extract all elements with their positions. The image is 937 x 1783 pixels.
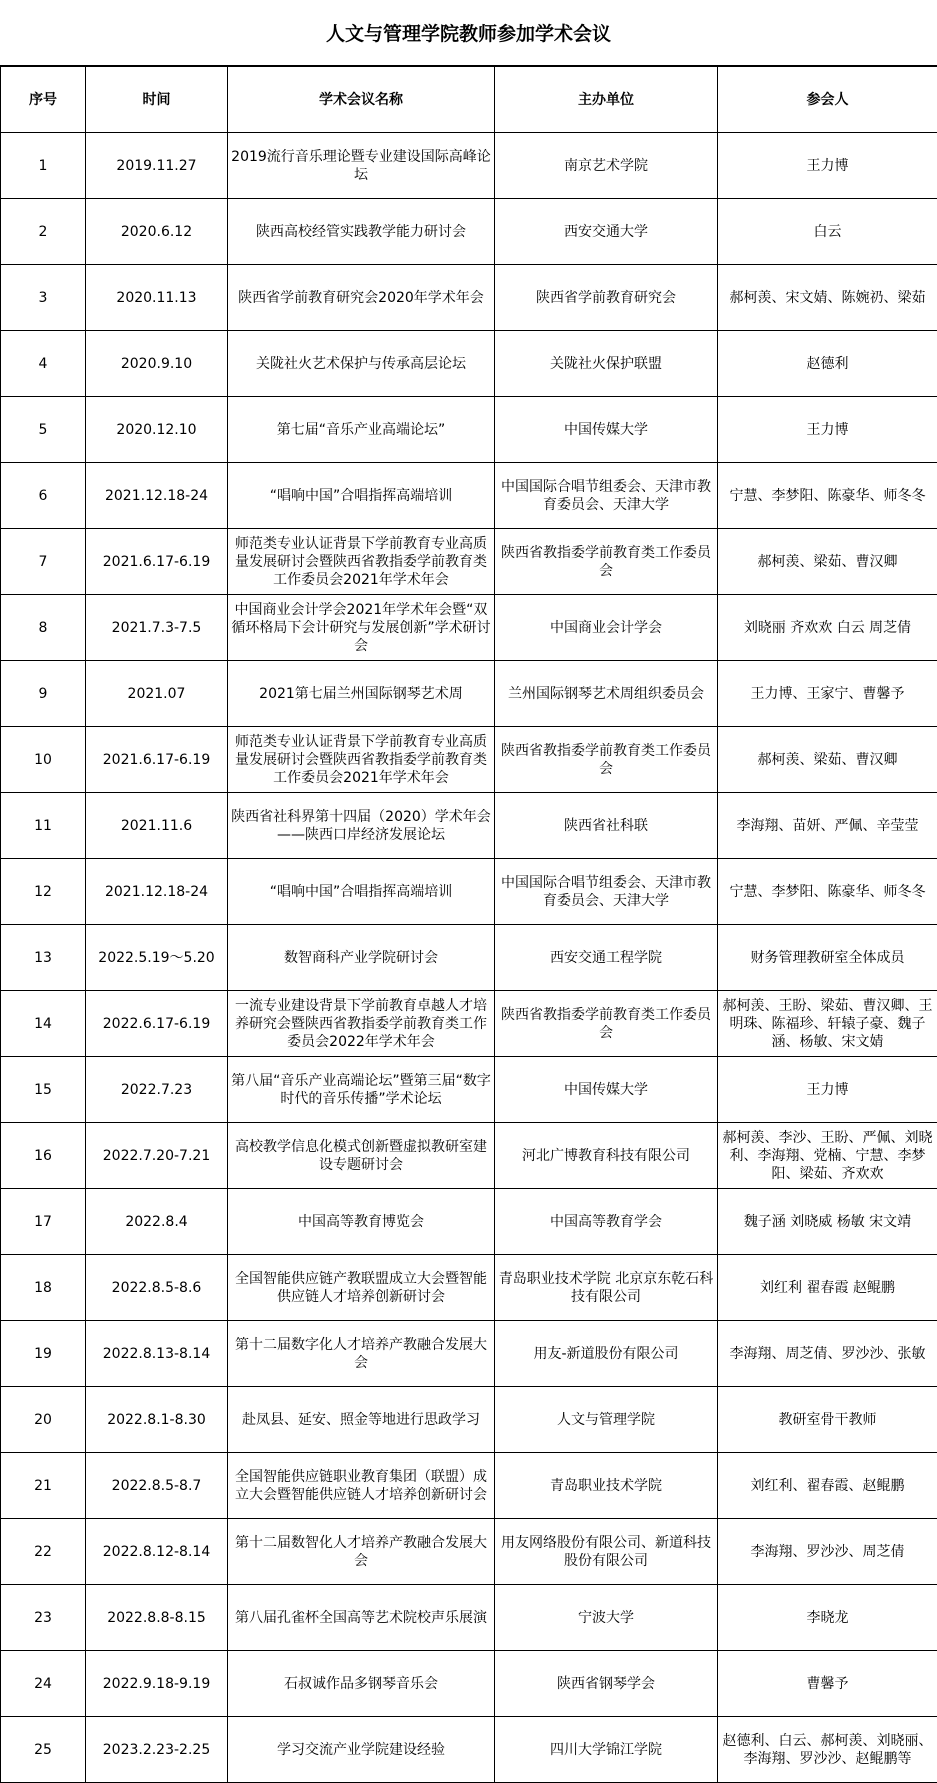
cell-host: 西安交通大学 (495, 199, 718, 265)
cell-date: 2020.6.12 (86, 199, 228, 265)
cell-date: 2022.9.18-9.19 (86, 1651, 228, 1717)
cell-date: 2019.11.27 (86, 133, 228, 199)
cell-host: 中国国际合唱节组委会、天津市教育委员会、天津大学 (495, 463, 718, 529)
table-row (1, 991, 937, 1057)
cell-date: 2022.8.5-8.6 (86, 1255, 228, 1321)
cell-participants: 李海翔、苗妍、严佩、辛莹莹 (718, 793, 937, 859)
cell-participants: 曹馨予 (718, 1651, 937, 1717)
cell-no: 24 (1, 1651, 86, 1717)
cell-host: 南京艺术学院 (495, 133, 718, 199)
cell-no: 9 (1, 661, 86, 727)
cell-date: 2021.6.17-6.19 (86, 727, 228, 793)
cell-conference-name: “唱响中国”合唱指挥高端培训 (228, 859, 495, 925)
table-row (1, 1321, 937, 1387)
cell-participants: 魏子涵 刘晓威 杨敏 宋文靖 (718, 1189, 937, 1255)
cell-date: 2021.07 (86, 661, 228, 727)
cell-conference-name: 第十二届数字化人才培养产教融合发展大会 (228, 1321, 495, 1387)
cell-date: 2021.11.6 (86, 793, 228, 859)
cell-no: 8 (1, 595, 86, 661)
cell-conference-name: 一流专业建设背景下学前教育卓越人才培养研究会暨陕西省教指委学前教育类工作委员会2022年学术年会 (228, 991, 495, 1057)
cell-date: 2022.8.5-8.7 (86, 1453, 228, 1519)
table-row (1, 463, 937, 529)
cell-conference-name: 第七届“音乐产业高端论坛” (228, 397, 495, 463)
cell-participants: 郝柯羡、梁茹、曹汉卿 (718, 529, 937, 595)
cell-host: 陕西省学前教育研究会 (495, 265, 718, 331)
cell-host: 陕西省教指委学前教育类工作委员会 (495, 991, 718, 1057)
cell-date: 2022.7.23 (86, 1057, 228, 1123)
cell-no: 12 (1, 859, 86, 925)
cell-participants: 赵德利、白云、郝柯羡、刘晓丽、李海翔、罗沙沙、赵鲲鹏等 (718, 1717, 937, 1783)
cell-host: 西安交通工程学院 (495, 925, 718, 991)
table-row (1, 925, 937, 991)
cell-no: 14 (1, 991, 86, 1057)
table-row (1, 1387, 937, 1453)
cell-no: 1 (1, 133, 86, 199)
cell-no: 21 (1, 1453, 86, 1519)
cell-date: 2021.12.18-24 (86, 859, 228, 925)
cell-participants: 教研室骨干教师 (718, 1387, 937, 1453)
table-row (1, 793, 937, 859)
table-row (1, 1717, 937, 1783)
cell-participants: 郝柯羡、宋文婧、陈婉礽、梁茹 (718, 265, 937, 331)
cell-no: 3 (1, 265, 86, 331)
cell-no: 4 (1, 331, 86, 397)
cell-no: 15 (1, 1057, 86, 1123)
cell-host: 用友-新道股份有限公司 (495, 1321, 718, 1387)
cell-host: 宁波大学 (495, 1585, 718, 1651)
cell-date: 2020.11.13 (86, 265, 228, 331)
cell-date: 2022.5.19～5.20 (86, 925, 228, 991)
cell-participants: 刘晓丽 齐欢欢 白云 周芝倩 (718, 595, 937, 661)
cell-date: 2020.12.10 (86, 397, 228, 463)
cell-conference-name: 中国高等教育博览会 (228, 1189, 495, 1255)
cell-host: 中国高等教育学会 (495, 1189, 718, 1255)
table-row (1, 661, 937, 727)
cell-no: 13 (1, 925, 86, 991)
cell-participants: 宁慧、李梦阳、陈豪华、师冬冬 (718, 463, 937, 529)
cell-date: 2022.8.12-8.14 (86, 1519, 228, 1585)
cell-conference-name: 第八届“音乐产业高端论坛”暨第三届“数字时代的音乐传播”学术论坛 (228, 1057, 495, 1123)
sheet-title: 人文与管理学院教师参加学术会议 (0, 0, 937, 66)
cell-conference-name: 全国智能供应链产教联盟成立大会暨智能供应链人才培养创新研讨会 (228, 1255, 495, 1321)
table-row (1, 595, 937, 661)
cell-date: 2021.12.18-24 (86, 463, 228, 529)
cell-date: 2021.7.3-7.5 (86, 595, 228, 661)
cell-conference-name: 关陇社火艺术保护与传承高层论坛 (228, 331, 495, 397)
cell-conference-name: 2019流行音乐理论暨专业建设国际高峰论坛 (228, 133, 495, 199)
cell-participants: 李海翔、罗沙沙、周芝倩 (718, 1519, 937, 1585)
cell-host: 中国国际合唱节组委会、天津市教育委员会、天津大学 (495, 859, 718, 925)
cell-conference-name: 第十二届数智化人才培养产教融合发展大会 (228, 1519, 495, 1585)
table-row (1, 331, 937, 397)
cell-participants: 财务管理教研室全体成员 (718, 925, 937, 991)
cell-participants: 刘红利 翟春霞 赵鲲鹏 (718, 1255, 937, 1321)
cell-participants: 李晓龙 (718, 1585, 937, 1651)
cell-no: 22 (1, 1519, 86, 1585)
cell-participants: 郝柯羡、李沙、王盼、严佩、刘晓利、李海翔、党楠、宁慧、李梦阳、梁茹、齐欢欢 (718, 1123, 937, 1189)
table-row (1, 529, 937, 595)
cell-participants: 郝柯羡、王盼、梁茹、曹汉卿、王明珠、陈福珍、轩辕子豪、魏子涵、杨敏、宋文婧 (718, 991, 937, 1057)
table-row (1, 1255, 937, 1321)
cell-participants: 王力博 (718, 133, 937, 199)
cell-host: 中国传媒大学 (495, 397, 718, 463)
cell-host: 兰州国际钢琴艺术周组织委员会 (495, 661, 718, 727)
cell-participants: 王力博 (718, 397, 937, 463)
cell-host: 人文与管理学院 (495, 1387, 718, 1453)
cell-conference-name: 师范类专业认证背景下学前教育专业高质量发展研讨会暨陕西省教指委学前教育类工作委员会2021年学术年会 (228, 727, 495, 793)
cell-conference-name: 陕西省社科界第十四届（2020）学术年会 ——陕西口岸经济发展论坛 (228, 793, 495, 859)
cell-no: 18 (1, 1255, 86, 1321)
header-host: 主办单位 (495, 67, 718, 133)
cell-conference-name: 学习交流产业学院建设经验 (228, 1717, 495, 1783)
cell-conference-name: 高校教学信息化模式创新暨虚拟教研室建设专题研讨会 (228, 1123, 495, 1189)
cell-host: 陕西省钢琴学会 (495, 1651, 718, 1717)
cell-participants: 王力博、王家宁、曹馨予 (718, 661, 937, 727)
header-no: 序号 (1, 67, 86, 133)
cell-host: 中国商业会计学会 (495, 595, 718, 661)
cell-participants: 赵德利 (718, 331, 937, 397)
table-row (1, 265, 937, 331)
table-row (1, 1453, 937, 1519)
cell-no: 5 (1, 397, 86, 463)
cell-no: 25 (1, 1717, 86, 1783)
header-people: 参会人 (718, 67, 937, 133)
cell-date: 2022.6.17-6.19 (86, 991, 228, 1057)
cell-host: 陕西省教指委学前教育类工作委员会 (495, 727, 718, 793)
cell-host: 中国传媒大学 (495, 1057, 718, 1123)
cell-host: 用友网络股份有限公司、新道科技股份有限公司 (495, 1519, 718, 1585)
cell-date: 2023.2.23-2.25 (86, 1717, 228, 1783)
cell-date: 2022.8.13-8.14 (86, 1321, 228, 1387)
cell-no: 19 (1, 1321, 86, 1387)
header-row (1, 67, 937, 133)
cell-participants: 刘红利、翟春霞、赵鲲鹏 (718, 1453, 937, 1519)
cell-participants: 白云 (718, 199, 937, 265)
cell-conference-name: 2021第七届兰州国际钢琴艺术周 (228, 661, 495, 727)
cell-conference-name: 数智商科产业学院研讨会 (228, 925, 495, 991)
cell-host: 青岛职业技术学院 (495, 1453, 718, 1519)
cell-no: 2 (1, 199, 86, 265)
cell-conference-name: 陕西高校经管实践教学能力研讨会 (228, 199, 495, 265)
cell-conference-name: “唱响中国”合唱指挥高端培训 (228, 463, 495, 529)
table-body (1, 133, 937, 1783)
cell-no: 20 (1, 1387, 86, 1453)
header-date: 时间 (86, 67, 228, 133)
cell-date: 2021.6.17-6.19 (86, 529, 228, 595)
table-row (1, 397, 937, 463)
cell-no: 10 (1, 727, 86, 793)
table-row (1, 1189, 937, 1255)
table-row (1, 133, 937, 199)
cell-participants: 李海翔、周芝倩、罗沙沙、张敏 (718, 1321, 937, 1387)
cell-conference-name: 赴凤县、延安、照金等地进行思政学习 (228, 1387, 495, 1453)
cell-no: 23 (1, 1585, 86, 1651)
table-row (1, 1057, 937, 1123)
cell-conference-name: 全国智能供应链职业教育集团（联盟）成立大会暨智能供应链人才培养创新研讨会 (228, 1453, 495, 1519)
cell-conference-name: 中国商业会计学会2021年学术年会暨“双循环格局下会计研究与发展创新”学术研讨会 (228, 595, 495, 661)
cell-host: 河北广博教育科技有限公司 (495, 1123, 718, 1189)
cell-date: 2022.8.1-8.30 (86, 1387, 228, 1453)
header-name: 学术会议名称 (228, 67, 495, 133)
table-row (1, 859, 937, 925)
table-row (1, 727, 937, 793)
cell-no: 16 (1, 1123, 86, 1189)
table-row (1, 1585, 937, 1651)
cell-date: 2022.8.4 (86, 1189, 228, 1255)
cell-host: 关陇社火保护联盟 (495, 331, 718, 397)
cell-host: 青岛职业技术学院 北京京东乾石科技有限公司 (495, 1255, 718, 1321)
table-row (1, 1123, 937, 1189)
cell-no: 17 (1, 1189, 86, 1255)
cell-date: 2020.9.10 (86, 331, 228, 397)
cell-no: 11 (1, 793, 86, 859)
cell-conference-name: 师范类专业认证背景下学前教育专业高质量发展研讨会暨陕西省教指委学前教育类工作委员会2021年学术年会 (228, 529, 495, 595)
conference-table (0, 66, 937, 1783)
cell-no: 7 (1, 529, 86, 595)
cell-conference-name: 第八届孔雀杯全国高等艺术院校声乐展演 (228, 1585, 495, 1651)
cell-host: 陕西省社科联 (495, 793, 718, 859)
cell-conference-name: 陕西省学前教育研究会2020年学术年会 (228, 265, 495, 331)
cell-date: 2022.8.8-8.15 (86, 1585, 228, 1651)
table-row (1, 1519, 937, 1585)
cell-participants: 郝柯羡、梁茹、曹汉卿 (718, 727, 937, 793)
cell-host: 陕西省教指委学前教育类工作委员会 (495, 529, 718, 595)
table-row (1, 1651, 937, 1717)
table-row (1, 199, 937, 265)
cell-participants: 宁慧、李梦阳、陈豪华、师冬冬 (718, 859, 937, 925)
cell-conference-name: 石叔诚作品多钢琴音乐会 (228, 1651, 495, 1717)
cell-participants: 王力博 (718, 1057, 937, 1123)
cell-date: 2022.7.20-7.21 (86, 1123, 228, 1189)
cell-no: 6 (1, 463, 86, 529)
cell-host: 四川大学锦江学院 (495, 1717, 718, 1783)
